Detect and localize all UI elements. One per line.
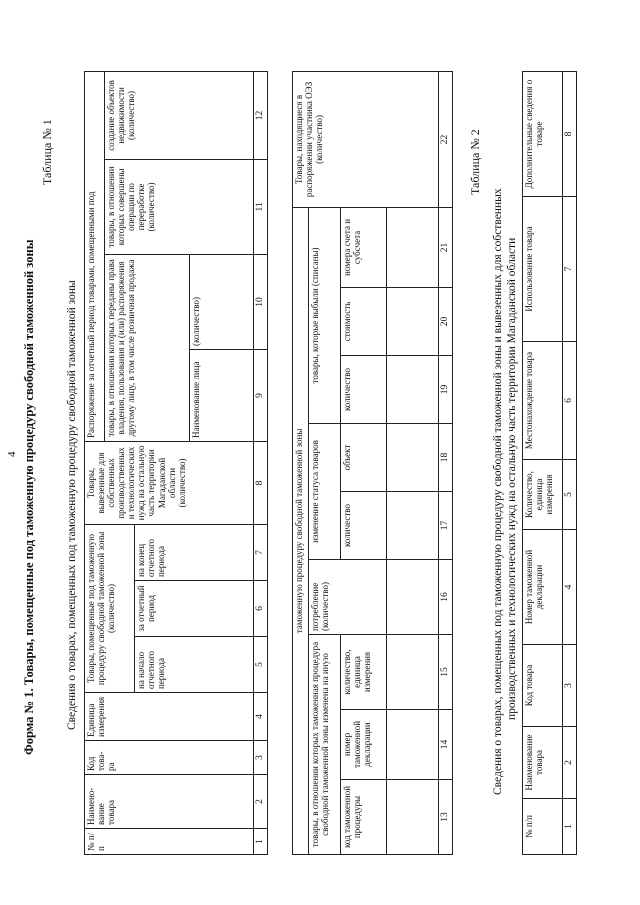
t1-n12: 12 [254,71,268,159]
t1-h-placed-group: Товары, помещенные под таможенную процедуру свободной таможенной зоны (количество) [85,524,135,692]
table1-part1 [84,71,268,855]
t1-h-num: № п/п [85,829,254,855]
t1-h-period: за отчетный период [135,581,254,637]
t1-n8: 8 [254,441,268,524]
form-title: Форма № 1. Товары, помещенные под таможенную процедуру свободной таможенной зоны [22,239,36,755]
t1c-h-cost: стоимость [341,288,387,356]
t1c-h-top: таможенную процедуру свободной таможенной зоны [293,207,309,854]
t2-n2: 2 [563,727,577,799]
table2-label: Таблица № 2 [468,129,482,195]
t1-n2: 2 [254,775,268,829]
t1-h-exported: Товары, вывезенные для собственных производственных и технологических нужд на остальную часть территории Магаданской области (количество) [85,441,254,524]
t1-n6: 6 [254,581,268,637]
table1-title: Сведения о товарах, помещенных под таможенную процедуру свободной таможенной зоны [66,280,78,730]
t1c-n16: 16 [439,560,453,635]
t1c-n14: 14 [439,710,453,780]
t1-n1: 1 [254,829,268,855]
t2-n5: 5 [563,460,577,530]
t1c-h-proc-code: код таможенной процедуры [341,780,387,855]
t1c-n22: 22 [439,71,453,207]
t1c-h-account: номера счета и субсчета [341,207,387,287]
t1c-h-wo-qty: количество [341,356,387,424]
t1-h-person: Наименование лица [190,349,254,441]
t2-n7: 7 [563,197,577,342]
t1-h-processed: товары, в отношении которых совершены операции по переработке (количество) [105,159,254,254]
t1-h-qty: (количество) [190,254,254,349]
t1c-n13: 13 [439,780,453,855]
table2 [522,71,577,855]
t1c-h-status-group: изменение статуса товаров [309,424,341,560]
table1-part2 [292,71,453,855]
t2-h-qty: Количество, единица измерения [523,460,563,530]
t1-h-realty: создание объектов недвижимости (количество) [105,71,254,159]
t1-h-disposal-group: Распоряжение за отчетный период товарами, помещенными под [85,71,105,441]
t1c-h-status-qty: количество [341,492,387,560]
t1-h-rights-group: товары, в отношении которых переданы права владения, пользования и (или) распоряжения другому лицу, в том числе розничная продажа [105,254,190,441]
t1c-n21: 21 [439,207,453,287]
t2-h-use: Использование товара [523,197,563,342]
t1c-n18: 18 [439,424,453,492]
t2-h-location: Местонахождение товара [523,342,563,460]
t1-h-name: Наимено-вание товара [85,775,254,829]
t1c-h-object: объект [341,424,387,492]
page-number: 4 [6,451,18,457]
t1-n4: 4 [254,693,268,741]
t2-n4: 4 [563,530,577,645]
t1-n5: 5 [254,637,268,693]
t2-h-num: № п/п [523,799,563,855]
t1c-h-writeoff-group: товары, которые выбыли (списаны) [309,207,341,423]
t1c-n15: 15 [439,635,453,710]
t1-n9: 9 [254,349,268,441]
t2-h-name: Наименование товара [523,727,563,799]
t1c-h-qty-unit: количество, единица измерения [341,635,387,710]
table2-title-line1: Сведения о товарах, помещенных под таможенную процедуру свободной таможенной зоны и вывезенных для собственных [492,188,504,795]
t1c-h-changed-group: товары, в отношении которых таможенная процедура свободной таможенной зоны изменена на иную [309,635,341,855]
t1-h-start: на начало отчетного периода [135,637,254,693]
t1-n7: 7 [254,524,268,580]
t1-h-unit: Единица измерения [85,693,254,741]
t2-h-decl: Номер таможенной декларации [523,530,563,645]
t1c-h-decl-num: номер таможенной декларации [341,710,387,780]
t2-n6: 6 [563,342,577,460]
t2-n3: 3 [563,645,577,727]
t1c-h-participant: Товары, находящиеся в распоряжении участника ОЭЗ (количество) [293,71,439,207]
t1c-n19: 19 [439,356,453,424]
t1c-n17: 17 [439,492,453,560]
t2-h-code: Код товара [523,645,563,727]
t1-n10: 10 [254,254,268,349]
t1-h-end: на конец отчетного периода [135,524,254,580]
t1c-n20: 20 [439,288,453,356]
t1-n11: 11 [254,159,268,254]
t1-h-code: Код това-ра [85,741,254,775]
t1-n3: 3 [254,741,268,775]
t2-n1: 1 [563,799,577,855]
t2-h-extra: Дополнительные сведения о товаре [523,72,563,197]
t2-n8: 8 [563,72,577,197]
t1c-h-consumption: потребление (количество) [309,560,387,635]
table2-title-line2: производственных и технологических нужд на остальную часть территории Магаданской области [506,237,518,720]
table1-label: Таблица № 1 [40,119,54,185]
